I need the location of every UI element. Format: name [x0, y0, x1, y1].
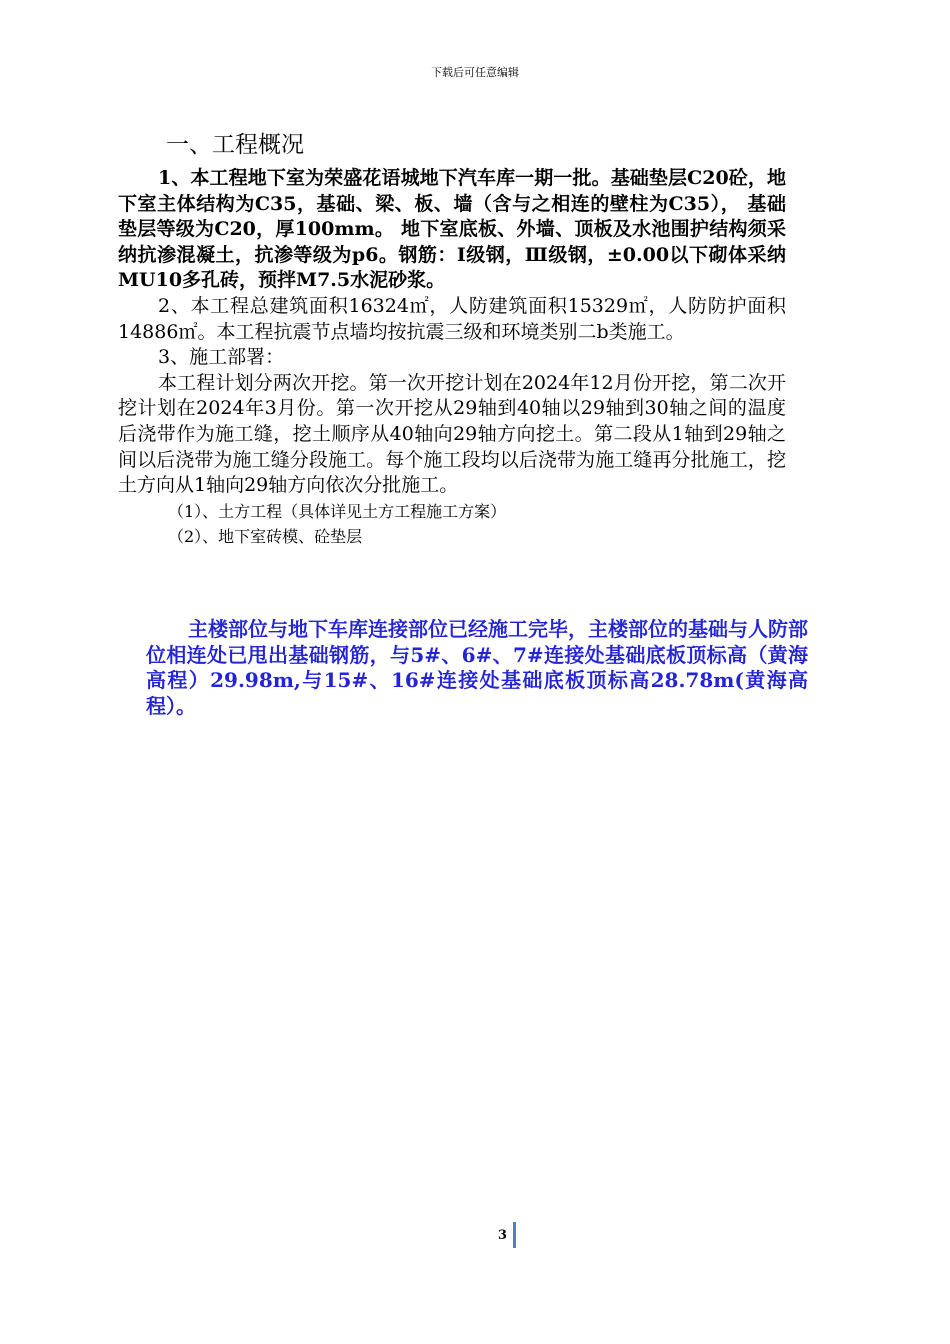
list-item-earthwork: （1）、土方工程（具体详见土方工程施工方案） — [168, 501, 507, 521]
paragraph-building-area: 2、本工程总建筑面积16324㎡，人防建筑面积15329㎡，人防防护面积14886㎡。本工程抗震节点墙均按抗震三级和环境类别二b类施工。 — [118, 294, 786, 343]
section-title: 一、工程概况 — [166, 132, 304, 158]
page-header: 下载后可任意编辑 — [431, 66, 519, 79]
paragraph-excavation-plan: 本工程计划分两次开挖。第一次开挖计划在2024年12月份开挖，第二次开挖计划在2024年3月份。第一次开挖从29轴到40轴以29轴到30轴之间的温度后浇带作为施工缝，挖土顺序从40轴向29轴方向挖土。第二段从1轴到29轴之间以后浇带为施工缝分段施工。每个施工段均以后浇带为施工缝再分批施工，挖土方向从1轴向29轴方向依次分批施工。 — [118, 371, 786, 497]
paragraph-project-overview: 1、本工程地下室为荣盛花语城地下汽车库一期一批。基础垫层C20砼，地下室主体结构为C35，基础、梁、板、墙（含与之相连的壁柱为C35）， 基础垫层等级为C20，厚100mm。 地下室底板、外墙、顶板及水池围护结构须采纳抗渗混凝土，抗渗等级为p6。钢筋：Ⅰ级钢，Ⅲ级钢，±0.00以下砌体采纳MU10多孔砖，预拌M7.5水泥砂浆。 — [118, 167, 786, 292]
paragraph-construction-deployment-title: 3、施工部署： — [158, 346, 285, 369]
page-footer — [0, 1222, 950, 1250]
page-number-bar — [513, 1222, 516, 1248]
paragraph-foundation-elevation: 主楼部位与地下车库连接部位已经施工完毕，主楼部位的基础与人防部位相连处已甩出基础钢筋，与5#、6#、7#连接处基础底板顶标高（黄海高程）29.98m,与15#、16#连接处基础底板顶标高28.78m(黄海高程）。 — [146, 617, 808, 718]
page-number: 3 — [498, 1228, 508, 1243]
document-body — [118, 128, 786, 549]
list-item-brick-formwork: （2）、地下室砖模、砼垫层 — [168, 526, 363, 546]
